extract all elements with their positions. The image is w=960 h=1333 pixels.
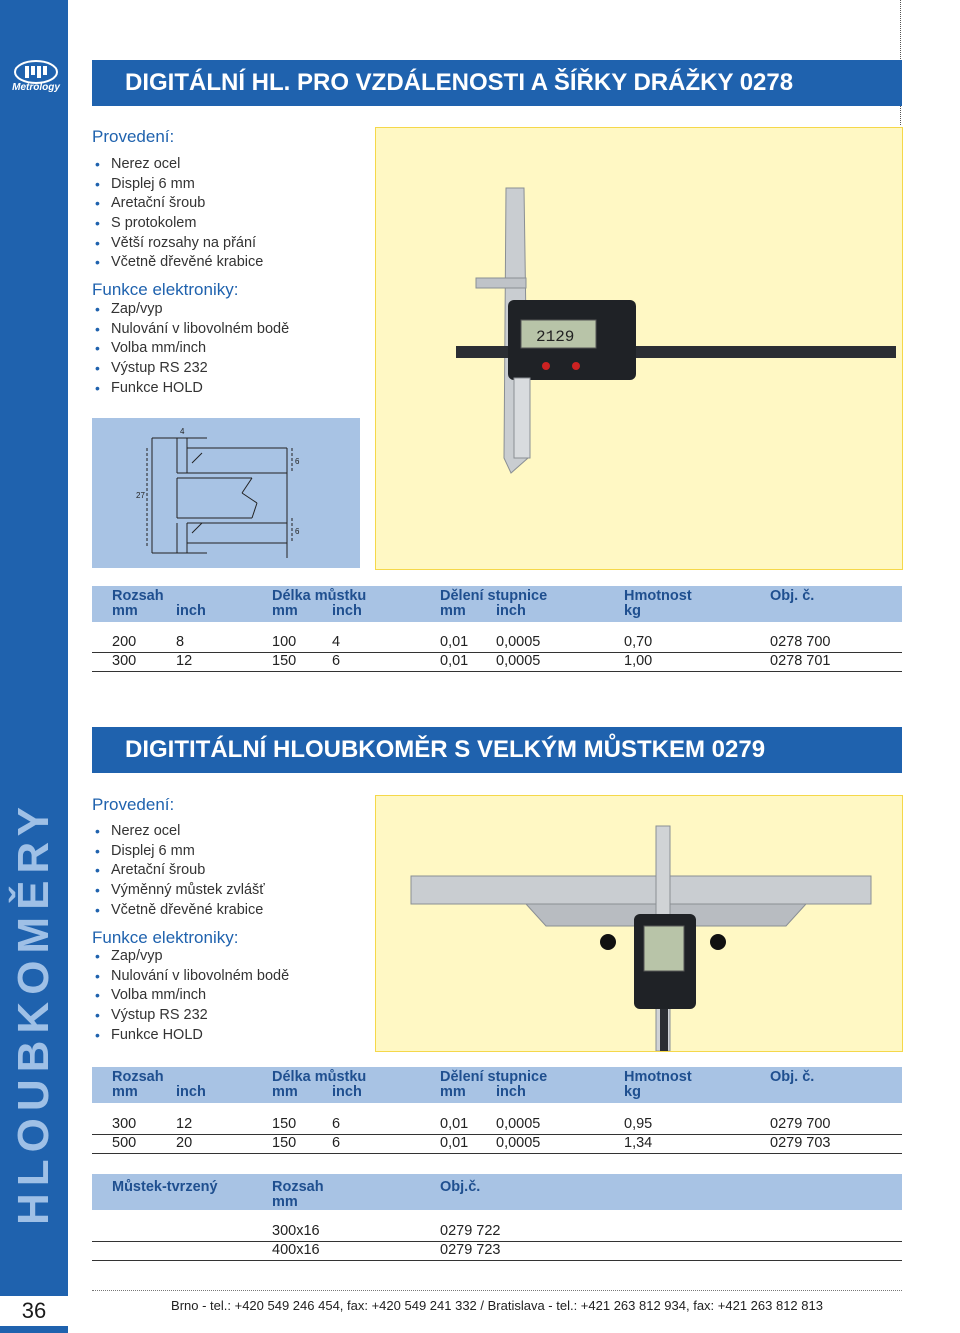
table2-header [92,1067,902,1103]
table2-unit: mm [440,1084,466,1100]
list-item-text: Aretační šroub [111,862,206,879]
list-item [92,379,289,399]
table-cell: 0,01 [440,1135,469,1151]
table-row [92,633,902,653]
table-cell: 0,0005 [496,1116,541,1132]
bullet-icon: • [95,195,100,212]
table2-unit: inch [332,1084,362,1100]
section1-title: DIGITÁLNÍ HL. PRO VZDÁLENOSTI A ŠÍŘKY DRÁŽKY 0278 [125,69,794,96]
list-item [92,861,265,881]
table-cell: 300 [112,1116,137,1132]
list-item [92,234,263,254]
table1-unit: kg [624,603,641,619]
table2-col-rozsah: Rozsah [112,1069,164,1085]
diagram-drawing [92,418,360,568]
table-cell: 6 [332,1116,341,1132]
table-cell: 6 [332,1135,341,1151]
table3-unit: mm [272,1194,298,1210]
table1-col-hmotnost: Hmotnost [624,588,692,604]
list-item-text: Aretační šroub [111,195,206,212]
list-item [92,967,289,987]
table2-unit: kg [624,1084,641,1100]
diagram-label-27: 27 [136,491,145,500]
table-row [92,1222,902,1242]
table1-header [92,586,902,622]
page-number: 36 [0,1296,68,1326]
list-item-text: Displej 6 mm [111,842,195,859]
bullet-icon: • [95,379,100,396]
table1-unit: mm [272,603,298,619]
list-item [92,359,289,379]
list-item [92,320,289,340]
table-cell: 12 [176,653,193,669]
table-cell: 6 [332,653,341,669]
list-item [92,175,263,195]
table-cell: 0,95 [624,1116,653,1132]
section2-funkce-list [92,947,289,1045]
list-item-text: Včetně dřevěné krabice [111,901,264,918]
list-item [92,986,289,1006]
list-item-text: Volba mm/inch [111,987,207,1004]
list-item-text: S protokolem [111,215,197,232]
table-cell: 400x16 [272,1242,320,1258]
list-item [92,194,263,214]
table-cell: 0278 701 [770,653,831,669]
list-item-text: Displej 6 mm [111,175,195,192]
table2-col-hmotnost: Hmotnost [624,1069,692,1085]
table-cell: 0,70 [624,634,653,650]
list-item [92,842,265,862]
list-item [92,822,265,842]
list-item-text: Funkce HOLD [111,379,203,396]
bullet-icon: • [95,234,100,251]
bullet-icon: • [95,967,100,984]
table-cell: 0,01 [440,653,469,669]
bullet-icon: • [95,901,100,918]
section2-header [92,727,902,773]
list-item [92,339,289,359]
bullet-icon: • [95,320,100,337]
logo-icon [14,60,58,84]
table-cell: 20 [176,1135,193,1151]
table1-col-rozsah: Rozsah [112,588,164,604]
brand-logo [6,60,66,102]
bullet-icon: • [95,175,100,192]
table-row [92,652,902,672]
bullet-icon: • [95,823,100,839]
product-photo-0279 [375,795,903,1052]
table-cell: 0,01 [440,634,469,650]
table-cell: 300 [112,653,137,669]
table2-unit: inch [176,1084,206,1100]
table2-unit: inch [496,1084,526,1100]
table-cell: 500 [112,1135,137,1151]
section1-funkce-label: Funkce elektroniky: [92,280,239,299]
list-item-text: Zap/vyp [111,948,163,964]
table-cell: 1,34 [624,1135,653,1151]
table-cell: 0,0005 [496,653,541,669]
table-cell: 200 [112,634,137,650]
bullet-icon: • [95,1007,100,1024]
list-item-text: Výměnný můstek zvlášť [111,882,265,899]
bullet-icon: • [95,987,100,1004]
table1-unit: mm [112,603,138,619]
table1-unit: mm [440,603,466,619]
table-cell: 1,00 [624,653,653,669]
list-item [92,155,263,175]
table3-col-obj: Obj.č. [440,1179,481,1195]
table1-col-delka: Délka můstku [272,588,367,604]
list-item [92,300,289,320]
bullet-icon: • [95,862,100,879]
table-row [92,1241,902,1261]
bullet-icon: • [95,215,100,232]
table-cell: 0279 722 [440,1223,501,1239]
table-cell: 0,0005 [496,634,541,650]
table1-col-deleni: Dělení stupnice [440,588,548,604]
section2-funkce-label: Funkce elektroniky: [92,928,239,947]
logo-text: Metrology [12,82,60,93]
section2-provedeni-label: Provedení: [92,795,175,814]
table-cell: 150 [272,1116,297,1132]
list-item [92,881,265,901]
list-item-text: Zap/vyp [111,301,163,317]
bullet-icon: • [95,1026,100,1043]
table-cell: 4 [332,634,341,650]
section1-funkce-list [92,300,289,398]
diagram-label-6a: 6 [295,457,300,466]
bullet-icon: • [95,360,100,377]
photo1-display: 2129 [536,328,575,346]
table1-unit: inch [176,603,206,619]
table-cell: 300x16 [272,1223,320,1239]
sidebar [0,0,68,1333]
table-cell: 12 [176,1116,193,1132]
list-item-text: Nulování v libovolném bodě [111,967,290,984]
bullet-icon: • [95,254,100,271]
list-item-text: Nerez ocel [111,823,181,839]
table-cell: 100 [272,634,297,650]
table3-col-rozsah: Rozsah [272,1179,324,1195]
list-item [92,214,263,234]
table-cell: 0279 723 [440,1242,501,1258]
section1-provedeni-list [92,155,263,273]
footer-contact: Brno - tel.: +420 549 246 454, fax: +420 549 241 332 / Bratislava - tel.: +421 263 812 934, fax: +421 263 812 813 [171,1298,823,1313]
list-item [92,901,265,921]
list-item [92,947,289,967]
table2-col-obj: Obj. č. [770,1069,815,1085]
list-item-text: Výstup RS 232 [111,360,208,377]
depth-gauge-image [376,796,902,1051]
table2-col-deleni: Dělení stupnice [440,1069,548,1085]
bullet-icon: • [95,882,100,899]
table2-unit: mm [112,1084,138,1100]
list-item [92,1026,289,1046]
list-item-text: Větší rozsahy na přání [111,234,257,251]
table3-col-mustek: Můstek-tvrzený [112,1179,218,1195]
bullet-icon: • [95,842,100,859]
side-title: HLOUBKOMĚRY [9,800,58,1225]
table-cell: 0,01 [440,1116,469,1132]
table1-unit: inch [496,603,526,619]
table-cell: 0278 700 [770,634,831,650]
table-cell: 150 [272,653,297,669]
table-cell: 0,0005 [496,1135,541,1151]
groove-diagram [92,418,360,568]
table-row [92,1134,902,1154]
list-item-text: Nerez ocel [111,156,181,172]
list-item-text: Volba mm/inch [111,340,207,357]
table3-header [92,1174,902,1210]
diagram-label-4: 4 [180,427,185,436]
table-row [92,1115,902,1135]
list-item [92,1006,289,1026]
table1-col-obj: Obj. č. [770,588,815,604]
caliper-image [376,128,902,569]
bullet-icon: • [95,156,100,172]
bullet-icon: • [95,340,100,357]
table-cell: 0279 700 [770,1116,831,1132]
bullet-icon: • [95,948,100,964]
list-item [92,253,263,273]
list-item-text: Včetně dřevěné krabice [111,254,264,271]
table-cell: 0279 703 [770,1135,831,1151]
list-item-text: Výstup RS 232 [111,1007,208,1024]
table2-unit: mm [272,1084,298,1100]
diagram-label-6b: 6 [295,527,300,536]
section2-title: DIGITITÁLNÍ HLOUBKOMĚR S VELKÝM MŮSTKEM 0279 [125,736,766,763]
table-cell: 8 [176,634,185,650]
product-photo-0278 [375,127,903,570]
table2-col-delka: Délka můstku [272,1069,367,1085]
list-item-text: Funkce HOLD [111,1026,203,1043]
section1-provedeni-label: Provedení: [92,127,175,146]
list-item-text: Nulování v libovolném bodě [111,320,290,337]
bullet-icon: • [95,301,100,317]
table-cell: 150 [272,1135,297,1151]
table1-unit: inch [332,603,362,619]
section1-header [92,60,902,106]
footer-divider [92,1290,902,1291]
section2-provedeni-list [92,822,265,920]
